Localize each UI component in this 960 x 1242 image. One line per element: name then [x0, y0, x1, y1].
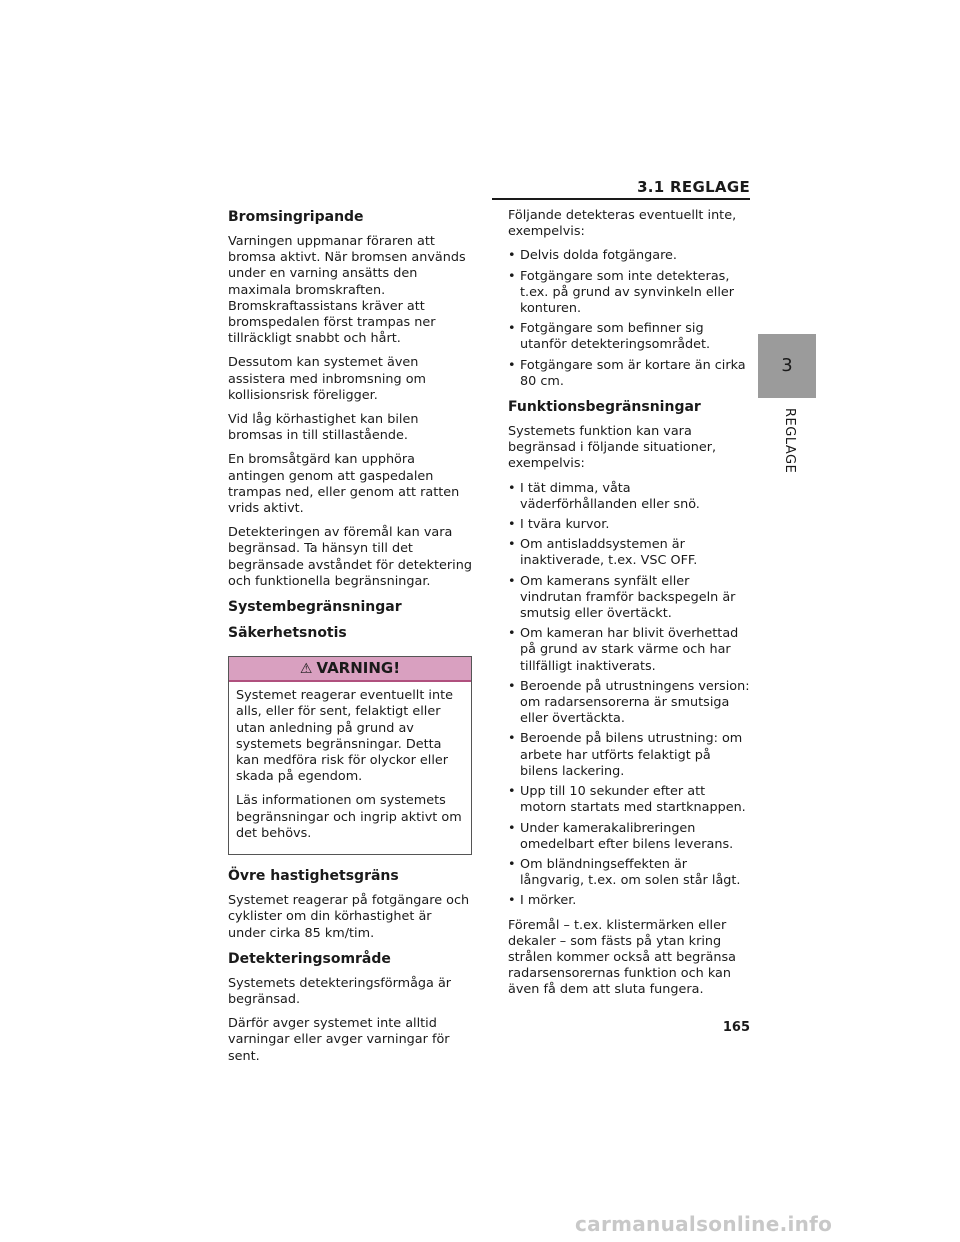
list-item: • Om antisladdsystemen är inaktiverade, t.ex. VSC OFF.	[508, 537, 750, 569]
paragraph: Detekteringen av föremål kan vara begränsad. Ta hänsyn till det begränsade avståndet för detektering och funktionella begränsningar.	[228, 525, 472, 589]
heading-bromsingripande: Bromsingripande	[228, 209, 364, 225]
warning-title-text: VARNING!	[316, 659, 401, 678]
list-item: • I tvära kurvor.	[508, 517, 750, 533]
heading-systembegransningar: Systembegränsningar	[228, 599, 402, 616]
list-item: • Om kamerans synfält eller vindrutan framför backspegeln är smutsig eller övertäckt.	[508, 574, 750, 623]
warning-body	[229, 682, 471, 854]
paragraph: Varningen uppmanar föraren att bromsa aktivt. När bromsen används under en varning ansätts den maximala bromskraften. Bromskraftassistans kräver att bromspedalen först trampas ner tillräckligt snabbt och hårt.	[228, 234, 466, 347]
list-item: • I tät dimma, våta väderförhållanden eller snö.	[508, 481, 750, 513]
paragraph: Följande detekteras eventuellt inte, exempelvis:	[508, 208, 737, 240]
chapter-label: REGLAGE	[782, 408, 797, 474]
right-column	[508, 208, 750, 1007]
list-item: • Om bländningseffekten är långvarig, t.ex. om solen står lågt.	[508, 857, 750, 889]
list-item: • Delvis dolda fotgängare.	[508, 248, 750, 264]
warning-paragraph: Systemet reagerar eventuellt inte alls, eller för sent, felaktigt eller utan anledning på grund av systemets begränsningar. Detta kan medföra risk för olyckor eller skada på egendom.	[236, 688, 453, 785]
bullet-list	[508, 481, 750, 910]
header-rule	[492, 198, 750, 200]
watermark: carmanualsonline.info	[575, 1212, 833, 1236]
paragraph: Vid låg körhastighet kan bilen bromsas in till stillastående.	[228, 412, 419, 444]
paragraph: Dessutom kan systemet även assistera med inbromsning om kollisionsrisk föreligger.	[228, 355, 426, 403]
heading-detekteringsomrade: Detekteringsområde	[228, 950, 391, 967]
warning-triangle-icon: ⚠	[299, 661, 313, 678]
warning-box	[228, 656, 472, 855]
page-number: 165	[722, 1020, 750, 1035]
heading-funktionsbegransningar: Funktionsbegränsningar	[508, 399, 701, 416]
list-item: • Beroende på bilens utrustning: om arbete har utförts felaktigt på bilens lackering.	[508, 731, 750, 780]
heading-sakerhetsnotis: Säkerhetsnotis	[228, 625, 347, 642]
paragraph: Föremål – t.ex. klistermärken eller dekaler – som fästs på ytan kring strålen kommer också att begränsa radarsensorernas funktion och kan även få dem att sluta fungera.	[508, 917, 736, 998]
list-item: • Fotgängare som inte detekteras, t.ex. på grund av synvinkeln eller konturen.	[508, 269, 750, 318]
list-item: • Upp till 10 sekunder efter att motorn startats med startknappen.	[508, 784, 750, 816]
warning-paragraph: Läs informationen om systemets begränsningar och ingrip aktivt om det behövs.	[236, 793, 462, 841]
list-item: • I mörker.	[508, 893, 750, 909]
paragraph: Systemets funktion kan vara begränsad i följande situationer, exempelvis:	[508, 424, 717, 472]
paragraph: Systemets detekteringsförmåga är begränsad.	[228, 975, 452, 1007]
paragraph: En bromsåtgärd kan upphöra antingen genom att gaspedalen trampas ned, eller genom att ratten vrids aktivt.	[228, 452, 460, 517]
list-item: • Om kameran har blivit överhettad på grund av stark värme och har tillfälligt inaktiverats.	[508, 626, 750, 675]
warning-title	[229, 657, 471, 682]
section-header: 3.1 REGLAGE	[637, 178, 750, 196]
list-item: • Under kamerakalibreringen omedelbart efter bilens leverans.	[508, 821, 750, 853]
chapter-tab: 3	[758, 334, 816, 398]
left-column	[228, 208, 472, 1073]
paragraph: Systemet reagerar på fotgängare och cyklister om din körhastighet är under cirka 85 km/tim.	[228, 893, 470, 941]
paragraph: Därför avger systemet inte alltid varningar eller avger varningar för sent.	[228, 1016, 450, 1064]
heading-ovre-hastighetsgrans: Övre hastighetsgräns	[228, 868, 399, 885]
list-item: • Beroende på utrustningens version: om radarsensorerna är smutsiga eller övertäckta.	[508, 679, 750, 728]
list-item: • Fotgängare som är kortare än cirka 80 cm.	[508, 358, 750, 390]
bullet-list	[508, 248, 750, 390]
list-item: • Fotgängare som befinner sig utanför detekteringsområdet.	[508, 321, 750, 353]
